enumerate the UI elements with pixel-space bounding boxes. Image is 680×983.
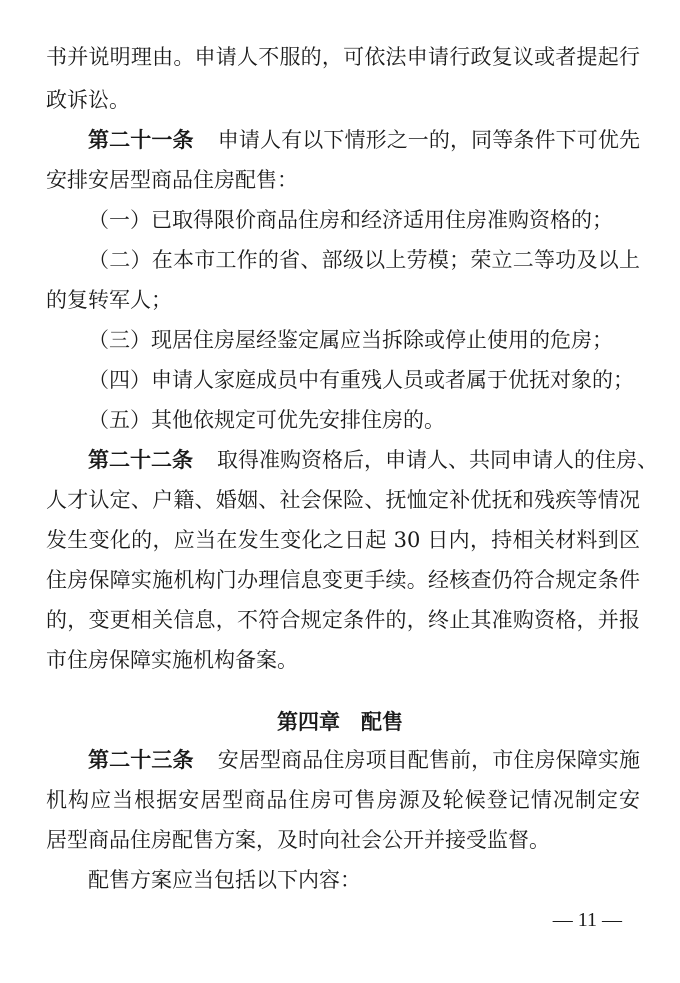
page-number: — 11 — — [552, 909, 622, 931]
text-line: 住房保障实施机构门办理信息变更手续。经核查仍符合规定条件 — [46, 568, 640, 592]
list-item: （一）已取得限价商品住房和经济适用住房准购资格的； — [88, 208, 613, 232]
article-22-text: 取得准购资格后，申请人、共同申请人的住房、 — [217, 448, 658, 472]
chapter-heading: 第四章 配售 — [277, 710, 403, 734]
text-line: 的复转军人； — [46, 288, 172, 312]
text-line: 发生变化的，应当在发生变化之日起 30 日内，持相关材料到区 — [46, 528, 640, 552]
text-line: 市住房保障实施机构备案。 — [46, 648, 298, 672]
text-line: 机构应当根据安居型商品住房可售房源及轮候登记情况制定安 — [46, 788, 640, 812]
text-line: 安排安居型商品住房配售： — [46, 168, 298, 192]
text-line: 配售方案应当包括以下内容： — [88, 868, 361, 892]
article-23-text: 安居型商品住房项目配售前，市住房保障实施 — [217, 748, 641, 772]
list-item: （二）在本市工作的省、部级以上劳模；荣立二等功及以上 — [88, 248, 640, 272]
text-line: 的，变更相关信息，不符合规定条件的，终止其准购资格，并报 — [46, 608, 640, 632]
text-line: 居型商品住房配售方案，及时向社会公开并接受监督。 — [46, 828, 550, 852]
article-21-title: 第二十一条 — [88, 128, 194, 152]
text-line: 书并说明理由。申请人不服的，可依法申请行政复议或者提起行 — [46, 45, 640, 69]
article-21-line — [88, 120, 640, 160]
text-line: 人才认定、户籍、婚姻、社会保险、抚恤定补优抚和残疾等情况 — [46, 488, 640, 512]
article-22-title: 第二十二条 — [88, 448, 193, 472]
article-23-title: 第二十三条 — [88, 748, 194, 772]
article-23-line — [88, 740, 640, 780]
list-item: （三）现居住房屋经鉴定属应当拆除或停止使用的危房； — [88, 328, 613, 352]
list-item: （四）申请人家庭成员中有重残人员或者属于优抚对象的； — [88, 368, 634, 392]
list-item: （五）其他依规定可优先安排住房的。 — [88, 408, 445, 432]
text-line: 政诉讼。 — [46, 88, 130, 112]
article-21-text: 申请人有以下情形之一的，同等条件下可优先 — [217, 128, 641, 152]
article-22-line — [88, 440, 658, 480]
